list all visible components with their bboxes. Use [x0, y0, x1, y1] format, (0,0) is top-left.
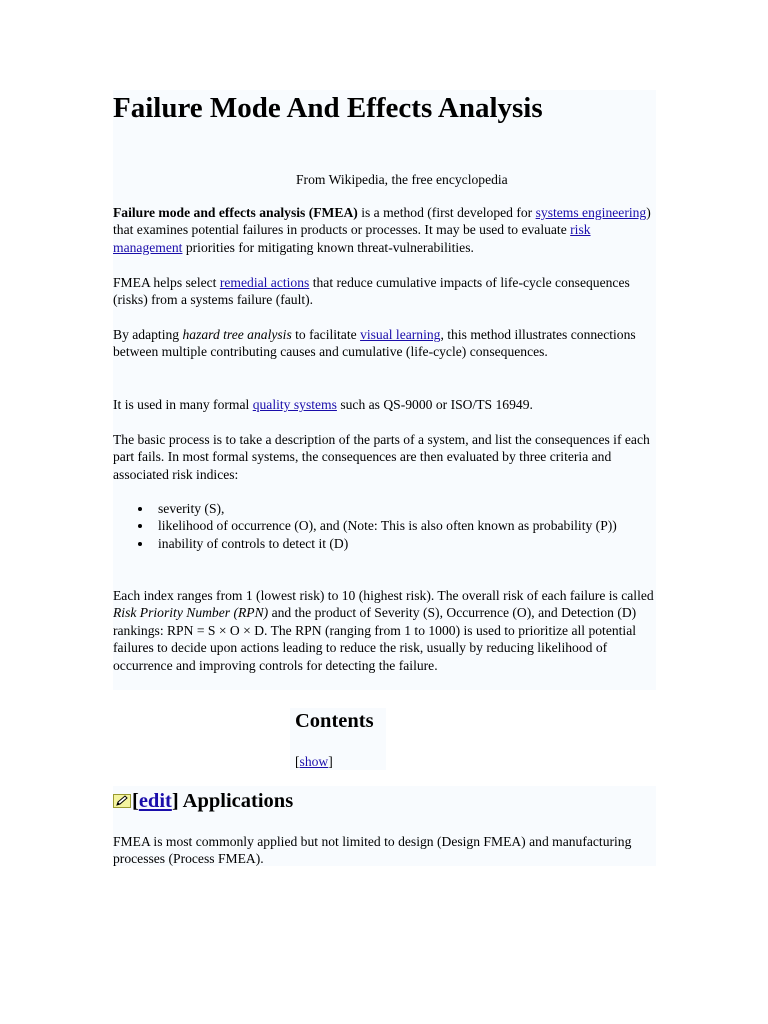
intro-text-1: is a method (first developed for: [357, 205, 536, 220]
intro-text-2: ) that examines potential failures in products or processes. It may be used to evaluate: [113, 205, 651, 238]
intro-bold-term: Failure mode and effects analysis (FMEA): [113, 205, 358, 220]
edit-bracket-open: [: [132, 790, 139, 812]
applications-heading-text: Applications: [178, 790, 294, 812]
list-item: likelihood of occurrence (O), and (Note: This is also often known as probability (P)): [158, 517, 658, 534]
para2-text-2: that reduce cumulative impacts of life-cycle consequences (risks) from a systems failure (fault).: [113, 275, 630, 308]
list-item: inability of controls to detect it (D): [158, 535, 658, 552]
para3-text-2: to facilitate: [291, 327, 361, 342]
paragraph-hazard-tree: [113, 326, 658, 361]
para3-text-3: , this method illustrates connections between multiple contributing causes and cumulative (life-cycle) consequences.: [113, 327, 636, 360]
paragraph-basic-process: The basic process is to take a description of the parts of a system, and list the consequences if each part fails. In most formal systems, the consequences are then evaluated by three criteria and associated risk indices:: [113, 432, 650, 482]
edit-bracket-close: ]: [171, 790, 179, 812]
para6-text-2: and the product of Severity (S), Occurrence (O), and Detection (D) rankings: RPN = S × O × D. The RPN (ranging from 1 to 1000) is used to prioritize all potential failures to decide upon actions leading to reduce the risk, usually by reducing likelihood of occurrence and improving controls for detecting the failure.: [113, 605, 637, 673]
intro-paragraph: [113, 204, 658, 256]
contents-show-link[interactable]: show: [299, 754, 329, 769]
section-heading-applications: [113, 786, 293, 816]
link-remedial-actions[interactable]: remedial actions: [219, 275, 310, 290]
intro-text-3: priorities for mitigating known threat-vulnerabilities.: [182, 239, 474, 255]
paragraph-applications: FMEA is most commonly applied but not limited to design (Design FMEA) and manufacturing processes (Process FMEA).: [113, 834, 632, 867]
paragraph-quality-systems: [113, 396, 658, 413]
paragraph-remedial: [113, 274, 658, 309]
paragraph-rpn: [113, 587, 658, 674]
edit-pencil-icon[interactable]: [113, 787, 131, 801]
para3-text-1: By adapting: [113, 327, 183, 342]
para6-text-1: Each index ranges from 1 (lowest risk) to 10 (highest risk). The overall risk of each failure is called: [113, 588, 654, 603]
para3-italic: hazard tree analysis: [182, 327, 292, 342]
risk-criteria-list: [113, 500, 658, 552]
contents-bracket-open: [: [295, 754, 300, 769]
link-quality-systems[interactable]: quality systems: [252, 397, 337, 412]
para6-italic: Risk Priority Number (RPN): [113, 605, 269, 621]
para4-text-2: such as QS-9000 or ISO/TS 16949.: [336, 397, 533, 412]
para2-text-1: FMEA helps select: [113, 275, 220, 290]
page-title: Failure Mode And Effects Analysis: [113, 92, 543, 124]
link-systems-engineering[interactable]: systems engineering: [535, 205, 647, 220]
contents-bracket-close: ]: [328, 754, 333, 769]
contents-toggle: [295, 753, 333, 770]
link-visual-learning[interactable]: visual learning: [360, 327, 441, 342]
link-risk-management[interactable]: risk management: [113, 222, 591, 255]
page-subtitle: From Wikipedia, the free encyclopedia: [296, 172, 508, 187]
list-item: severity (S),: [158, 500, 658, 517]
contents-title: Contents: [295, 710, 374, 732]
edit-link-applications[interactable]: edit: [138, 790, 172, 812]
para4-text-1: It is used in many formal: [113, 397, 253, 412]
